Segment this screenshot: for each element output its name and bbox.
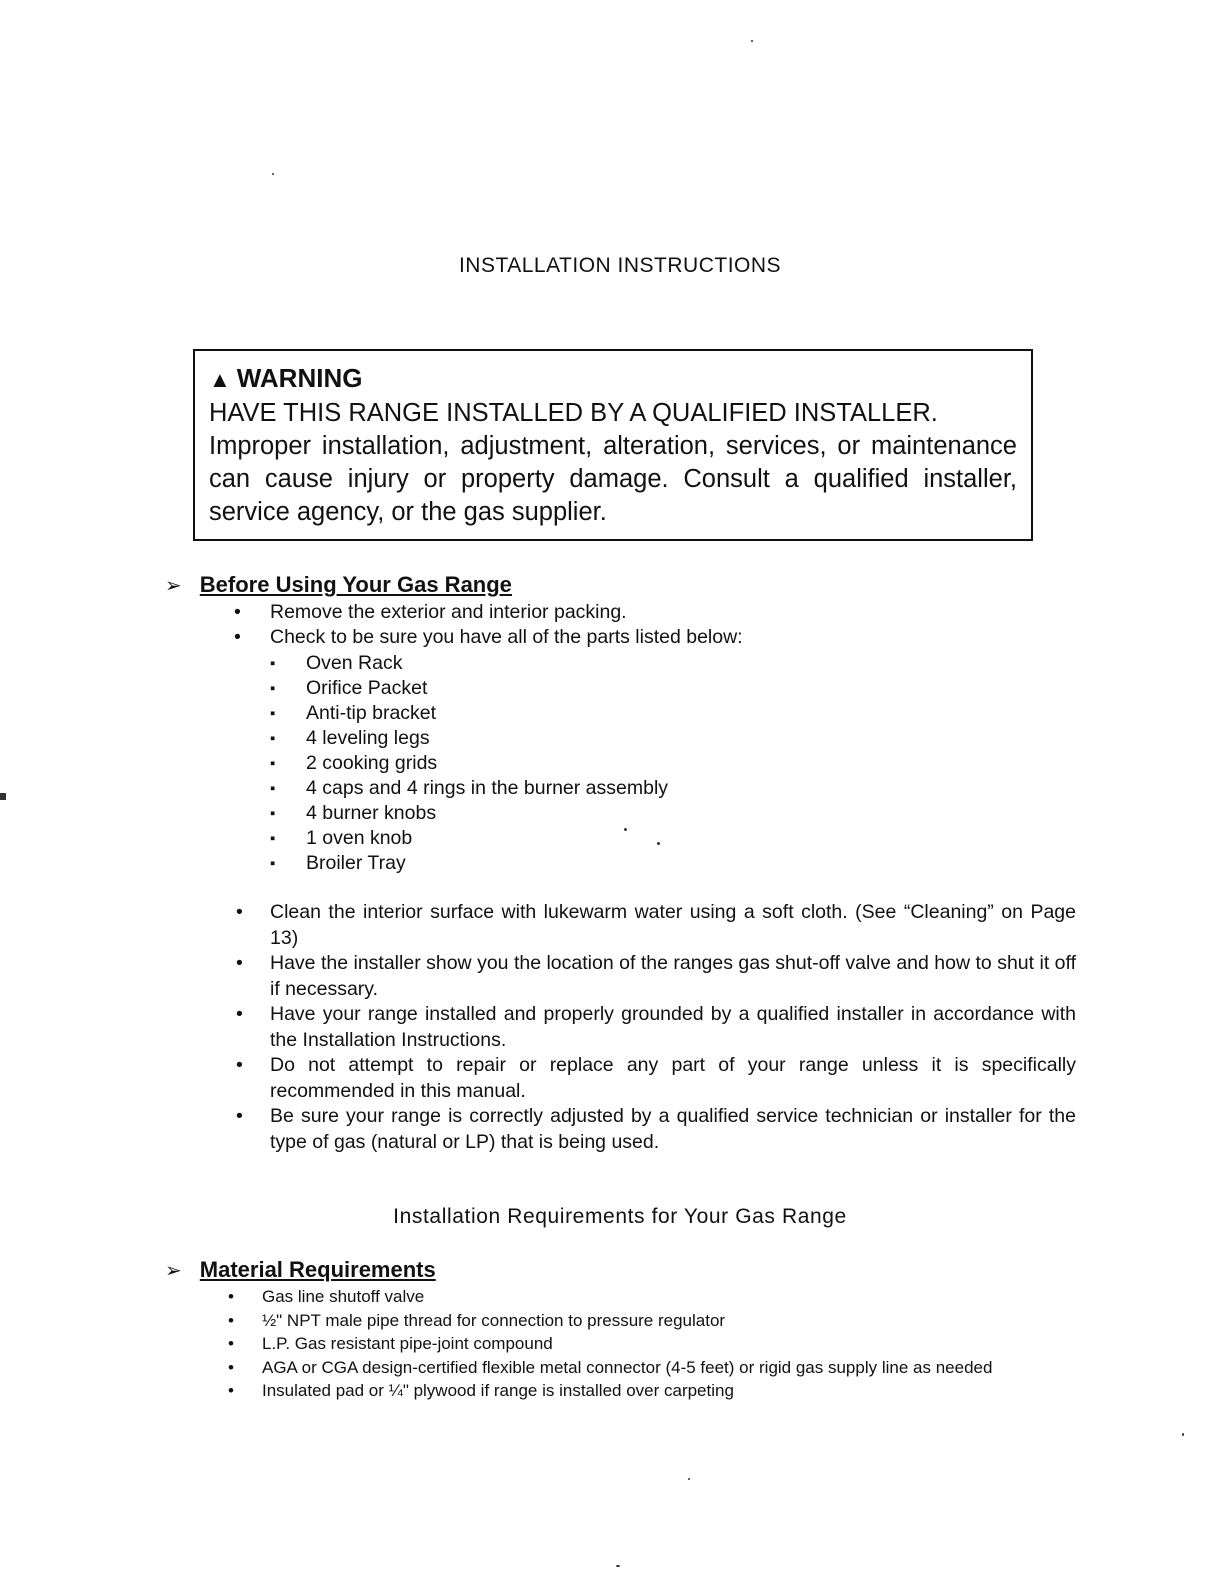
part-item: ▪ 4 caps and 4 rings in the burner assembly xyxy=(306,776,668,801)
before-using-heading xyxy=(165,571,512,600)
arrow-bullet-icon: ➢ xyxy=(165,575,182,597)
part-item: ▪ 4 leveling legs xyxy=(306,726,668,751)
requirements-title: Installation Requirements for Your Gas Range xyxy=(393,1205,847,1228)
before-using-list xyxy=(270,600,1080,650)
before-using-more-list xyxy=(270,900,1076,1155)
scan-speck xyxy=(751,40,753,42)
list-item: • Remove the exterior and interior packing. xyxy=(270,600,1080,625)
scan-speck xyxy=(688,1478,690,1480)
list-item: • Insulated pad or ¼" plywood if range is installed over carpeting xyxy=(262,1379,1076,1403)
scan-speck xyxy=(657,842,660,845)
material-heading-text: Material Requirements xyxy=(199,1257,436,1282)
warning-box xyxy=(193,349,1033,541)
warning-heading-text: WARNING xyxy=(236,363,363,393)
page-title: INSTALLATION INSTRUCTIONS xyxy=(458,254,782,277)
parts-list xyxy=(306,651,668,876)
list-item: • AGA or CGA design-certified flexible metal connector (4-5 feet) or rigid gas supply line as needed xyxy=(262,1356,1076,1380)
list-item: • Do not attempt to repair or replace any part of your range unless it is specifically recommended in this manual. xyxy=(270,1053,1076,1104)
material-list xyxy=(262,1285,1076,1403)
list-item: • Be sure your range is correctly adjusted by a qualified service technician or installer for the type of gas (natural or LP) that is being used. xyxy=(270,1104,1076,1155)
part-item: ▪ 2 cooking grids xyxy=(306,751,668,776)
warning-line-1: HAVE THIS RANGE INSTALLED BY A QUALIFIED INSTALLER. xyxy=(209,399,938,427)
arrow-bullet-icon: ➢ xyxy=(165,1260,182,1282)
scan-speck xyxy=(272,173,274,175)
warning-body: Improper installation, adjustment, alteration, services, or maintenance can cause injury or property damage. Consult a qualified installer, service agency, or the gas supplier. xyxy=(209,432,1017,526)
list-item: • Gas line shutoff valve xyxy=(262,1285,1076,1309)
part-item: ▪ Anti-tip bracket xyxy=(306,701,668,726)
warning-heading xyxy=(209,361,1017,397)
before-using-heading-text: Before Using Your Gas Range xyxy=(199,572,512,597)
part-item: ▪ Oven Rack xyxy=(306,651,668,676)
part-item: ▪ Orifice Packet xyxy=(306,676,668,701)
scan-speck xyxy=(0,793,6,800)
list-item: • Have the installer show you the location of the ranges gas shut-off valve and how to shut it off if necessary. xyxy=(270,951,1076,1002)
list-item: • Have your range installed and properly grounded by a qualified installer in accordance with the Installation Instructions. xyxy=(270,1002,1076,1053)
warning-triangle-icon: ▲ xyxy=(209,367,231,392)
list-item: • L.P. Gas resistant pipe-joint compound xyxy=(262,1332,1076,1356)
part-item: ▪ Broiler Tray xyxy=(306,851,668,876)
material-heading xyxy=(165,1256,436,1285)
list-item: • Check to be sure you have all of the parts listed below: xyxy=(270,625,1080,650)
scan-speck xyxy=(624,828,627,831)
scan-speck xyxy=(1182,1433,1184,1436)
list-item: • ½" NPT male pipe thread for connection to pressure regulator xyxy=(262,1309,1076,1333)
part-item: ▪ 4 burner knobs xyxy=(306,801,668,826)
part-item: ▪ 1 oven knob xyxy=(306,826,668,851)
scan-speck xyxy=(616,1565,620,1567)
list-item: • Clean the interior surface with lukewarm water using a soft cloth. (See “Cleaning” on Page 13) xyxy=(270,900,1076,951)
